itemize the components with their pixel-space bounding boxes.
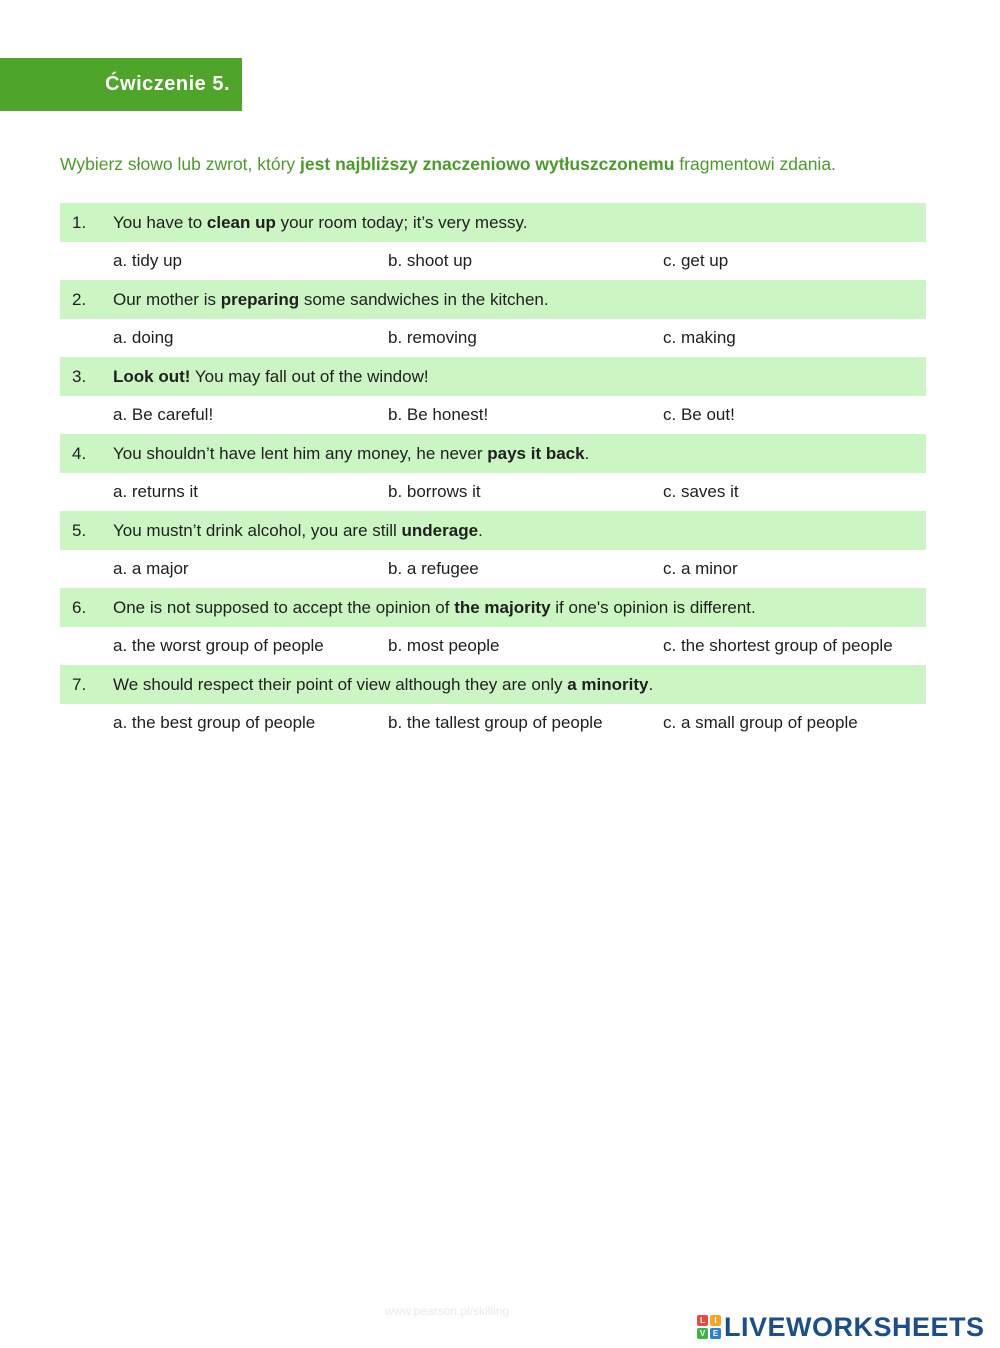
logo-letter-e: E [710, 1328, 721, 1339]
answer-row-4 [60, 473, 926, 511]
question-text-after: . [584, 443, 590, 463]
question-number: 7. [72, 674, 87, 694]
question-text-bold: Look out! [113, 366, 191, 386]
option-c[interactable]: c. saves it [663, 482, 739, 501]
question-text-before: You shouldn’t have lent him any money, he never [113, 443, 488, 463]
answer-row-5 [60, 550, 926, 588]
option-b[interactable]: b. removing [388, 328, 477, 347]
option-a[interactable]: a. a major [113, 559, 189, 578]
question-text-bold: pays it back [487, 443, 585, 463]
logo-text: LIVEWORKSHEETS [724, 1311, 985, 1342]
footer-url: www.pearson.pl/skilling [385, 1304, 510, 1318]
question-text-before: One is not supposed to accept the opinion of [113, 597, 455, 617]
answer-row-6 [60, 627, 926, 665]
question-text [113, 290, 549, 310]
question-text-before: We should respect their point of view although they are only [113, 674, 568, 694]
option-a[interactable]: a. the worst group of people [113, 636, 324, 655]
option-a[interactable]: a. Be careful! [113, 405, 214, 424]
option-b[interactable]: b. a refugee [388, 559, 479, 578]
question-row-2 [60, 280, 926, 319]
option-b[interactable]: b. shoot up [388, 251, 473, 270]
question-text-after: . [648, 674, 654, 694]
exercise-title-tab [0, 58, 242, 111]
option-c[interactable]: c. a minor [663, 559, 738, 578]
question-text-before: Our mother is [113, 289, 221, 309]
option-c[interactable]: c. the shortest group of people [663, 636, 893, 655]
answer-row-2 [60, 319, 926, 357]
answer-row-1 [60, 242, 926, 280]
answer-row-3 [60, 396, 926, 434]
logo-letter-v: V [697, 1328, 708, 1339]
instruction [60, 154, 940, 175]
question-text-after: some sandwiches in the kitchen. [299, 289, 549, 309]
question-text-after: You may fall out of the window! [190, 366, 429, 386]
logo-blocks-icon [697, 1315, 721, 1339]
question-text [113, 598, 756, 618]
instruction-part1: Wybierz słowo lub zwrot, który [60, 154, 301, 174]
question-number: 1. [72, 212, 87, 232]
option-b[interactable]: b. the tallest group of people [388, 713, 603, 732]
question-text-after: your room today; it’s very messy. [275, 212, 528, 232]
logo-letter-l: L [697, 1315, 708, 1326]
question-number: 2. [72, 289, 87, 309]
option-b[interactable]: b. borrows it [388, 482, 481, 501]
logo-letter-i: I [710, 1315, 721, 1326]
option-c[interactable]: c. get up [663, 251, 729, 270]
question-number: 4. [72, 443, 87, 463]
question-row-1 [60, 203, 926, 242]
exercise-label: Ćwiczenie 5. [105, 73, 230, 95]
option-b[interactable]: b. Be honest! [388, 405, 489, 424]
question-text-bold: clean up [206, 212, 276, 232]
question-text [113, 367, 429, 387]
question-row-7 [60, 665, 926, 704]
question-text-after: . [478, 520, 483, 540]
question-list [60, 203, 926, 742]
question-row-4 [60, 434, 926, 473]
question-row-6 [60, 588, 926, 627]
question-text-bold: the majority [454, 597, 551, 617]
instruction-bold: jest najbliższy znaczeniowo wytłuszczonemu [300, 154, 675, 174]
question-row-5 [60, 511, 926, 550]
question-text-before: You mustn’t drink alcohol, you are still [113, 520, 402, 540]
question-row-3 [60, 357, 926, 396]
question-text-bold: preparing [220, 289, 300, 309]
option-a[interactable]: a. the best group of people [113, 713, 316, 732]
question-number: 6. [72, 597, 87, 617]
question-text [113, 213, 528, 233]
option-c[interactable]: c. making [663, 328, 736, 347]
instruction-part2: fragmentowi zdania. [674, 154, 836, 174]
option-c[interactable]: c. a small group of people [663, 713, 858, 732]
question-text-bold: underage [401, 520, 479, 540]
question-text [113, 521, 483, 541]
question-text-bold: a minority [567, 674, 649, 694]
option-c[interactable]: c. Be out! [663, 405, 735, 424]
option-a[interactable]: a. returns it [113, 482, 199, 501]
question-text [113, 675, 653, 695]
question-text-after: if one's opinion is different. [550, 597, 756, 617]
question-text-before: You have to [113, 212, 207, 232]
option-a[interactable]: a. doing [113, 328, 174, 347]
question-number: 5. [72, 520, 87, 540]
question-text [113, 444, 589, 464]
option-a[interactable]: a. tidy up [113, 251, 182, 270]
option-b[interactable]: b. most people [388, 636, 500, 655]
answer-row-7 [60, 704, 926, 742]
question-number: 3. [72, 366, 87, 386]
liveworksheets-logo[interactable] [697, 1313, 985, 1341]
